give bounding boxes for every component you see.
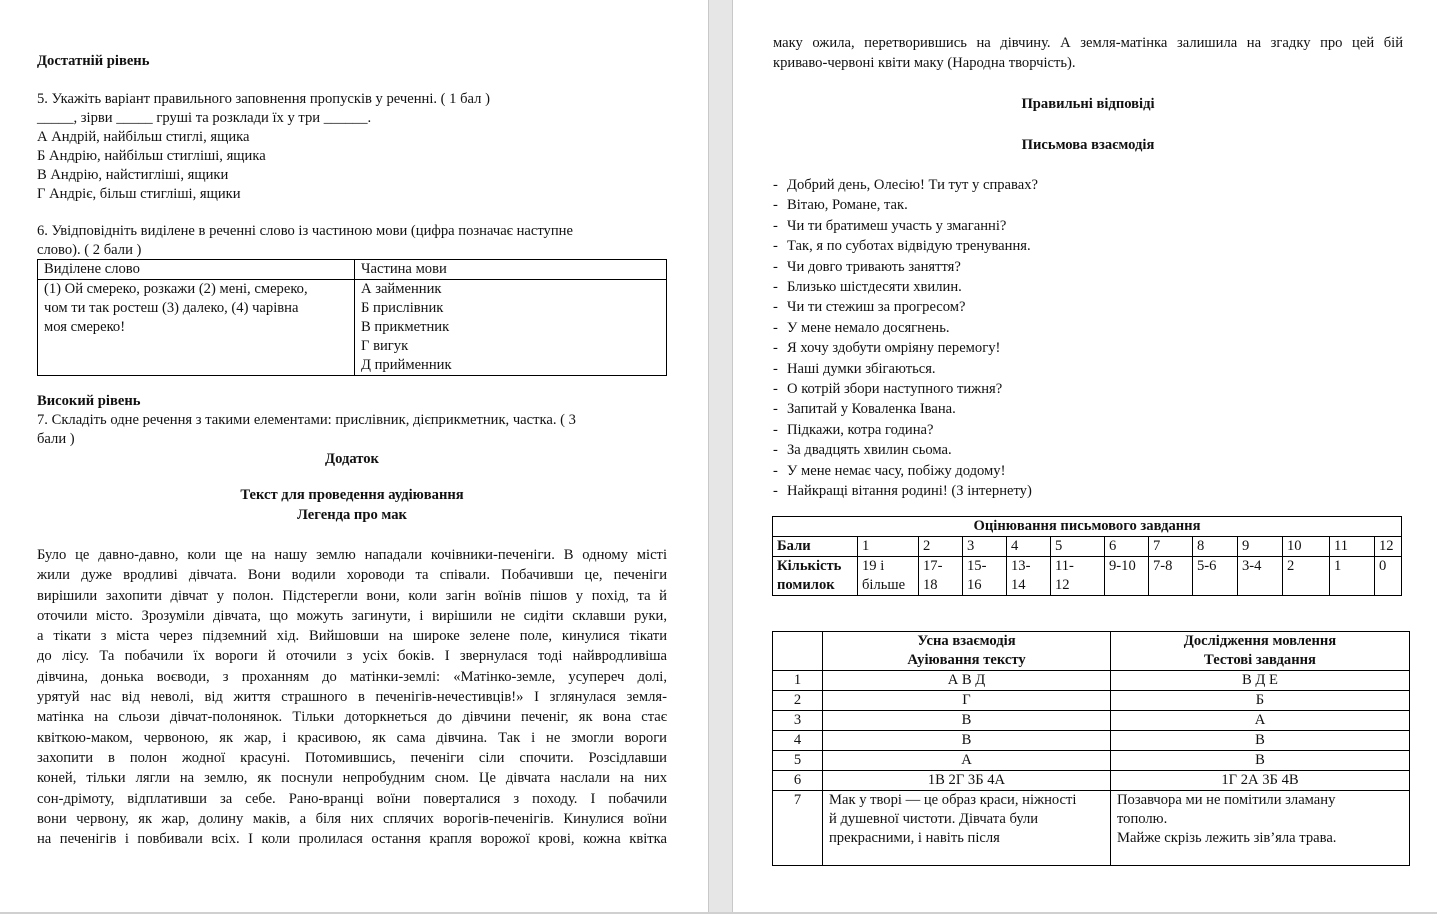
answer-oral: 1В 2Г 3Б 4А <box>823 771 1111 791</box>
story-line: Було це давно-давно, коли ще на нашу землю нападали кочівники-печеніги. В одному місті <box>37 547 667 563</box>
row-number: 1 <box>773 671 823 691</box>
points-cell: 3 <box>963 537 1007 557</box>
dialogue-line <box>773 338 1038 358</box>
dialogue-text: Найкращі вітання родині! (З інтернету) <box>787 483 1032 500</box>
errors-cell: 15- 16 <box>963 557 1007 596</box>
dash-marker: - <box>773 197 778 214</box>
dash-marker: - <box>773 462 778 479</box>
table-row <box>773 751 1410 771</box>
story-line: на печенігів і повбивали всіх. І коли пролилася остання крапля ворожої крові, кожна квітка <box>37 831 667 848</box>
answers-title: Правильні відповіді <box>1021 96 1155 112</box>
answer-language: 1Г 2А 3Б 4В <box>1111 771 1410 791</box>
story-line: жили дуже вродливі дівчата. Вони водили хороводи та співали. Побачивши це, печеніги <box>37 567 667 584</box>
dialogue-line <box>773 216 1038 236</box>
answer-oral: А <box>823 751 1111 771</box>
points-cell: 2 <box>919 537 963 557</box>
points-cell: 7 <box>1149 537 1193 557</box>
written-task-score-table <box>772 516 1402 596</box>
question-5 <box>37 90 490 204</box>
row-number: 4 <box>773 731 823 751</box>
sentence-line: (1) Ой смереко, розкажи (2) мені, смереко, <box>44 281 308 297</box>
row-number: 6 <box>773 771 823 791</box>
table-header-cell: Частина мови <box>355 260 667 280</box>
answer-language: В Д Е <box>1111 671 1410 691</box>
question-6-table <box>37 259 667 376</box>
table-row <box>773 711 1410 731</box>
table-row <box>773 731 1410 751</box>
errors-label <box>773 557 858 596</box>
dialogue-line <box>773 195 1038 215</box>
document-page-left <box>0 0 708 912</box>
question-5-prompt: 5. Укажіть варіант правильного заповнення пропусків у реченні. ( 1 бал ) <box>37 91 490 107</box>
table-header-row <box>38 260 667 280</box>
errors-cell: 5-6 <box>1193 557 1238 596</box>
question-7-line2: бали ) <box>37 431 75 447</box>
answer-oral: Г <box>823 691 1111 711</box>
dialogue-text: У мене немає часу, побіжу додому! <box>787 462 1006 479</box>
dialogue-line <box>773 359 1038 379</box>
dialogue-text: Чи ти стежиш за прогресом? <box>787 299 966 316</box>
answer-language: Позавчора ми не помітили зламану тополю. Майже скрізь лежить зів’яла трава. <box>1111 791 1410 866</box>
story-line: дівчина, донька воєводи, з проханням до матінки-землі: «Матінко-земле, усупереч долі, <box>37 668 667 685</box>
errors-cell: 3-4 <box>1238 557 1283 596</box>
errors-cell: 11- 12 <box>1051 557 1105 596</box>
question-5-sentence: _____, зірви _____ груші та розклади їх у три ______. <box>37 110 372 126</box>
dialogue-text: Наші думки збігаються. <box>787 360 936 377</box>
dash-marker: - <box>773 360 778 377</box>
dialogue-line <box>773 236 1038 256</box>
story-line: вирішили захопити дівчат у полон. Підстерегли вони, коли загін воїнів пішов у похід, та й <box>37 587 667 604</box>
dialogue-line <box>773 461 1038 481</box>
question-7-line1: 7. Складіть одне речення з такими елементами: прислівник, дієприкметник, частка. ( 3 <box>37 412 576 428</box>
dialogue-text: У мене немало досягнень. <box>787 319 950 336</box>
errors-label-line: Кількість <box>777 558 842 574</box>
dialogue-text: Так, я по суботах відвідую тренування. <box>787 238 1031 255</box>
dash-marker: - <box>773 279 778 296</box>
dialogue-list <box>773 175 1038 502</box>
table-row <box>773 671 1410 691</box>
story-line: до лісу. Та побачили їх вороги й оточили з усіх боків. І звернулася тоді найвродливіша <box>37 648 667 665</box>
dash-marker: - <box>773 340 778 357</box>
part-of-speech-option: В прикметник <box>361 319 450 335</box>
table-row <box>773 791 1410 866</box>
score-table-points-row <box>773 537 1402 557</box>
page-gutter <box>708 0 733 912</box>
part-of-speech-option: Д прийменник <box>361 357 452 373</box>
points-cell: 5 <box>1051 537 1105 557</box>
section-heading-sufficient: Достатній рівень <box>37 53 150 69</box>
story-line: коней, тільки лягли на землю, як поснули непробудним сном. Це дівчата наслали на них <box>37 770 667 787</box>
story-line: вони червону, як жар, долину маків, а біля них сплячих ворогів-печенігів. Кинулися воїни <box>37 810 667 827</box>
errors-cell: 13- 14 <box>1007 557 1051 596</box>
parts-of-speech-cell <box>355 280 667 376</box>
story-line: маку ожила, перетворившись на дівчину. А земля-матінка залишила на згадку про цей бій <box>773 35 1403 51</box>
dash-marker: - <box>773 381 778 398</box>
points-cell: 4 <box>1007 537 1051 557</box>
dash-marker: - <box>773 177 778 193</box>
table-row <box>773 691 1410 711</box>
dash-marker: - <box>773 217 778 234</box>
dialogue-text: О котрій збори наступного тижня? <box>787 381 1003 398</box>
score-table-errors-row <box>773 557 1402 596</box>
part-of-speech-option: Г вигук <box>361 338 409 354</box>
points-cell: 8 <box>1193 537 1238 557</box>
dialogue-text: Добрий день, Олесію! Ти тут у справах? <box>787 177 1038 193</box>
document-page-right <box>733 0 1437 912</box>
points-cell: 6 <box>1105 537 1149 557</box>
row-number: 5 <box>773 751 823 771</box>
row-number: 3 <box>773 711 823 731</box>
row-number: 2 <box>773 691 823 711</box>
story-line: матінка на сльози дівчат-полонянок. Тільки доторкнеться до дівчини печеніг, як вона стає <box>37 709 667 726</box>
errors-cell: 2 <box>1283 557 1330 596</box>
part-of-speech-option: Б прислівник <box>361 300 444 316</box>
table-row <box>773 771 1410 791</box>
errors-label-line: помилок <box>777 577 835 593</box>
appendix-title: Додаток <box>325 451 379 467</box>
sentence-line: моя смереко! <box>44 319 126 335</box>
answer-oral: А В Д <box>823 671 1111 691</box>
written-interaction-title: Письмова взаємодія <box>1021 137 1155 153</box>
answer-oral: В <box>823 711 1111 731</box>
dialogue-text: Запитай у Коваленка Івана. <box>787 401 956 418</box>
dash-marker: - <box>773 238 778 255</box>
points-cell: 10 <box>1283 537 1330 557</box>
dialogue-line <box>773 481 1038 501</box>
errors-cell: 7-8 <box>1149 557 1193 596</box>
answer-header-oral: Усна взаємодія Ауіювання тексту <box>823 632 1111 671</box>
dash-marker: - <box>773 442 778 459</box>
section-heading-high: Високий рівень <box>37 393 141 409</box>
dash-marker: - <box>773 401 778 418</box>
answer-oral: Мак у творі — це образ краси, ніжності й душевної чистоти. Дівчата були прекрасними, і навіть після <box>823 791 1111 866</box>
dialogue-line <box>773 399 1038 419</box>
dialogue-line <box>773 379 1038 399</box>
answer-language: В <box>1111 751 1410 771</box>
story-line: сон-дрімоту, відплативши за себе. Рано-вранці воїни поверталися з походу. І побачили <box>37 790 667 807</box>
question-6-prompt-line2: слово). ( 2 бали ) <box>37 242 142 258</box>
answer-table-header-row <box>773 632 1410 671</box>
answer-language: В <box>1111 731 1410 751</box>
dash-marker: - <box>773 421 778 438</box>
question-6-prompt-line1: 6. Увідповідніть виділене в реченні слово із частиною мови (цифра позначає наступне <box>37 223 573 239</box>
points-cell: 12 <box>1375 537 1402 557</box>
story-line: оточили місто. Зрозуміли дівчата, що можуть загинути, і вирішили не сидіти склавши руки, <box>37 607 667 624</box>
points-cell: 11 <box>1330 537 1375 557</box>
errors-cell: 0 <box>1375 557 1402 596</box>
dash-marker: - <box>773 299 778 316</box>
table-header-cell: Виділене слово <box>38 260 355 280</box>
answer-oral: В <box>823 731 1111 751</box>
dialogue-text: Я хочу здобути омріяну перемогу! <box>787 340 1001 357</box>
question-5-option-c: В Андрію, найстигліші, ящики <box>37 167 229 183</box>
dialogue-line <box>773 257 1038 277</box>
legend-story-text <box>37 545 667 849</box>
points-cell: 1 <box>858 537 919 557</box>
dialogue-text: Підкажи, котра година? <box>787 421 934 438</box>
highlighted-sentence-cell <box>38 280 355 376</box>
dash-marker: - <box>773 319 778 336</box>
story-line: урятуй нас від неволі, від життя страшного в печенігів-нечестивців!» І зглянулася земля- <box>37 689 667 706</box>
errors-cell: 17- 18 <box>919 557 963 596</box>
question-5-option-b: Б Андрію, найбільш стигліші, ящика <box>37 148 266 164</box>
question-7 <box>37 411 576 449</box>
dialogue-text: Чи ти братимеш участь у змаганні? <box>787 217 1007 234</box>
dialogue-text: Близько шістдесяти хвилин. <box>787 279 962 296</box>
row-number: 7 <box>773 791 823 866</box>
sentence-line: чом ти так ростеш (3) далеко, (4) чарівна <box>44 300 299 316</box>
dialogue-text: Чи довго тривають заняття? <box>787 258 961 275</box>
story-line: захопити в полон жодної красуні. Потомившись, печеніги сіли спочити. Розсідлавши <box>37 749 667 766</box>
dash-marker: - <box>773 483 778 500</box>
score-table-title: Оцінювання письмового завдання <box>773 517 1402 537</box>
dialogue-line <box>773 297 1038 317</box>
part-of-speech-option: А займенник <box>361 281 442 297</box>
story-line: а тікати з міста через підземний хід. Вийшовши на широке зелене поле, кинулися тікати <box>37 628 667 645</box>
question-5-option-a: А Андрій, найбільш стиглі, ящика <box>37 129 250 145</box>
answer-key-table <box>772 631 1410 866</box>
dialogue-line <box>773 318 1038 338</box>
errors-cell: 19 і більше <box>858 557 919 596</box>
legend-story-continuation <box>773 33 1403 74</box>
listening-title: Текст для проведення аудіювання <box>240 487 464 503</box>
score-table-title-row <box>773 517 1402 537</box>
answer-language: Б <box>1111 691 1410 711</box>
question-5-option-d: Г Андріє, більш стигліші, ящики <box>37 186 241 202</box>
points-label: Бали <box>773 537 858 557</box>
story-line: криваво-червоні квіти маку (Народна творчість). <box>773 55 1076 72</box>
story-line: квіткою-маком, червоною, як жар, і красивою, як сама дівчина. Так і не змогли вороги <box>37 729 667 746</box>
points-cell: 9 <box>1238 537 1283 557</box>
dialogue-line <box>773 277 1038 297</box>
dialogue-text: Вітаю, Романе, так. <box>787 197 908 214</box>
answer-language: А <box>1111 711 1410 731</box>
dialogue-text: За двадцять хвилин сьома. <box>787 442 952 459</box>
answer-header-language: Дослідження мовлення Тестові завдання <box>1111 632 1410 671</box>
errors-cell: 1 <box>1330 557 1375 596</box>
legend-title: Легенда про мак <box>297 507 407 523</box>
answer-header-empty <box>773 632 823 671</box>
dialogue-line <box>773 440 1038 460</box>
question-6 <box>37 222 573 260</box>
table-row <box>38 280 667 376</box>
dialogue-line <box>773 175 1038 195</box>
errors-cell: 9-10 <box>1105 557 1149 596</box>
dialogue-line <box>773 420 1038 440</box>
dash-marker: - <box>773 258 778 275</box>
